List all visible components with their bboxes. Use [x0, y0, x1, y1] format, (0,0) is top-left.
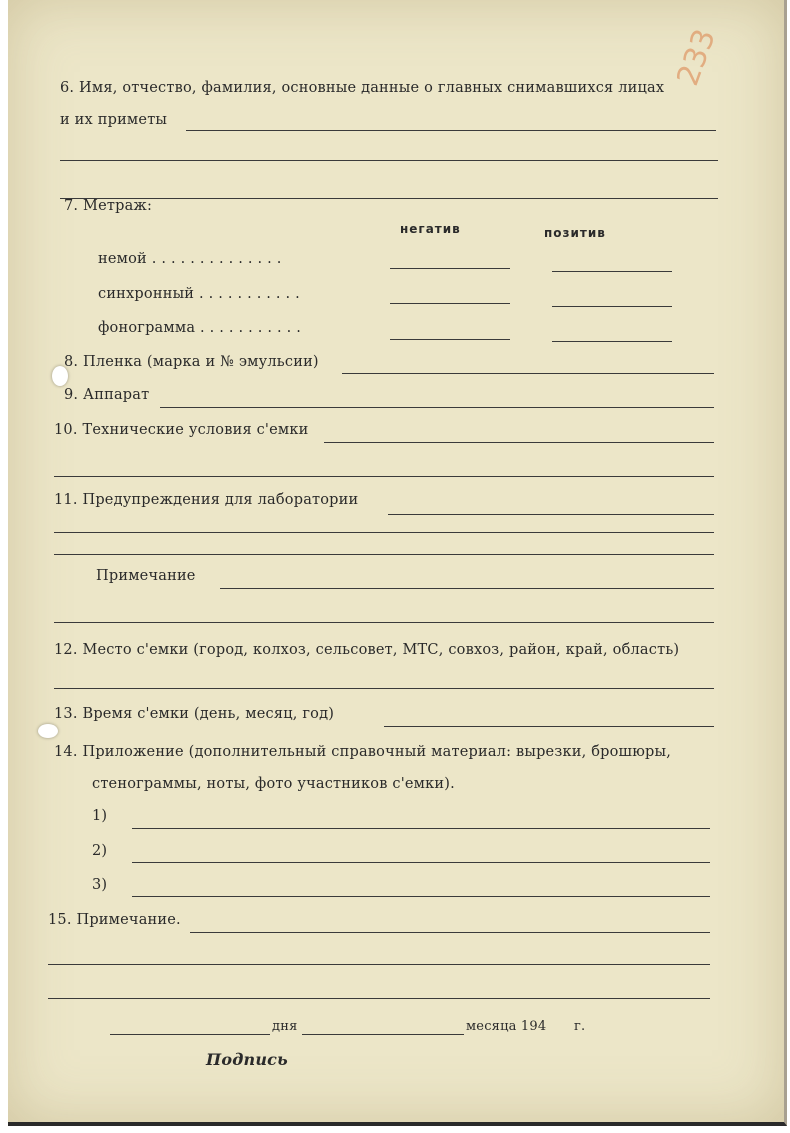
- footage-row-silent: немой . . . . . . . . . . . . . .: [98, 251, 282, 267]
- item14-line2: стенограммы, ноты, фото участников с'емки).: [92, 776, 455, 792]
- item15-field-1[interactable]: [190, 932, 710, 933]
- item9-label: 9. Аппарат: [64, 387, 150, 403]
- signature-label: Подпись: [206, 1050, 288, 1069]
- item6-field-1[interactable]: [186, 130, 716, 131]
- item12-field[interactable]: [54, 688, 714, 689]
- punch-hole: [38, 724, 58, 738]
- item13-field[interactable]: [384, 726, 714, 727]
- item15-label: 15. Примечание.: [48, 912, 181, 928]
- phonogram-negative-field[interactable]: [390, 339, 510, 340]
- item10-field-2[interactable]: [54, 476, 714, 477]
- item9-field[interactable]: [160, 407, 714, 408]
- item6-line2: и их приметы: [60, 112, 168, 128]
- attachment-3-field[interactable]: [132, 896, 710, 897]
- attachment-3-label: 3): [92, 877, 108, 893]
- item7-label: 7. Метраж:: [64, 198, 153, 214]
- item13-label: 13. Время с'емки (день, месяц, год): [54, 706, 335, 722]
- item14-line1: 14. Приложение (дополнительный справочный материал: вырезки, брошюры,: [54, 744, 672, 760]
- date-day-field[interactable]: [110, 1034, 270, 1035]
- item11-field-1[interactable]: [388, 514, 714, 515]
- form-sheet: [8, 0, 787, 1126]
- date-year-suffix: г.: [574, 1019, 586, 1034]
- item11-note-field-1[interactable]: [220, 588, 714, 589]
- attachment-2-label: 2): [92, 843, 108, 859]
- item11-field-2[interactable]: [54, 532, 714, 533]
- archive-number-stamp: 233: [670, 24, 723, 91]
- date-day-label: дня: [272, 1019, 298, 1034]
- item11-field-3[interactable]: [54, 554, 714, 555]
- item11-note-field-2[interactable]: [54, 622, 714, 623]
- item10-label: 10. Технические условия с'емки: [54, 422, 309, 438]
- negative-column-header: негатив: [400, 222, 461, 236]
- item8-label: 8. Пленка (марка и № эмульсии): [64, 354, 319, 370]
- sync-negative-field[interactable]: [390, 303, 510, 304]
- attachment-1-label: 1): [92, 808, 108, 824]
- date-month-field[interactable]: [302, 1034, 464, 1035]
- silent-positive-field[interactable]: [552, 271, 672, 272]
- positive-column-header: позитив: [544, 226, 606, 240]
- item8-field[interactable]: [342, 373, 714, 374]
- footage-row-sync: синхронный . . . . . . . . . . .: [98, 286, 300, 302]
- footage-row-phonogram: фонограмма . . . . . . . . . . .: [98, 320, 301, 336]
- sync-positive-field[interactable]: [552, 306, 672, 307]
- date-month-label: месяца 194: [466, 1019, 547, 1034]
- item12-label: 12. Место с'емки (город, колхоз, сельсовет, МТС, совхоз, район, край, область): [54, 642, 680, 658]
- attachment-1-field[interactable]: [132, 828, 710, 829]
- item10-field-1[interactable]: [324, 442, 714, 443]
- item6-field-3[interactable]: [60, 198, 718, 199]
- attachment-2-field[interactable]: [132, 862, 710, 863]
- phonogram-positive-field[interactable]: [552, 341, 672, 342]
- item15-field-3[interactable]: [48, 998, 710, 999]
- item11-label: 11. Предупреждения для лаборатории: [54, 492, 359, 508]
- item6-line1: 6. Имя, отчество, фамилия, основные данные о главных снимавшихся лицах: [60, 80, 665, 96]
- item6-field-2[interactable]: [60, 160, 718, 161]
- item15-field-2[interactable]: [48, 964, 710, 965]
- silent-negative-field[interactable]: [390, 268, 510, 269]
- item11-note-label: Примечание: [96, 568, 196, 584]
